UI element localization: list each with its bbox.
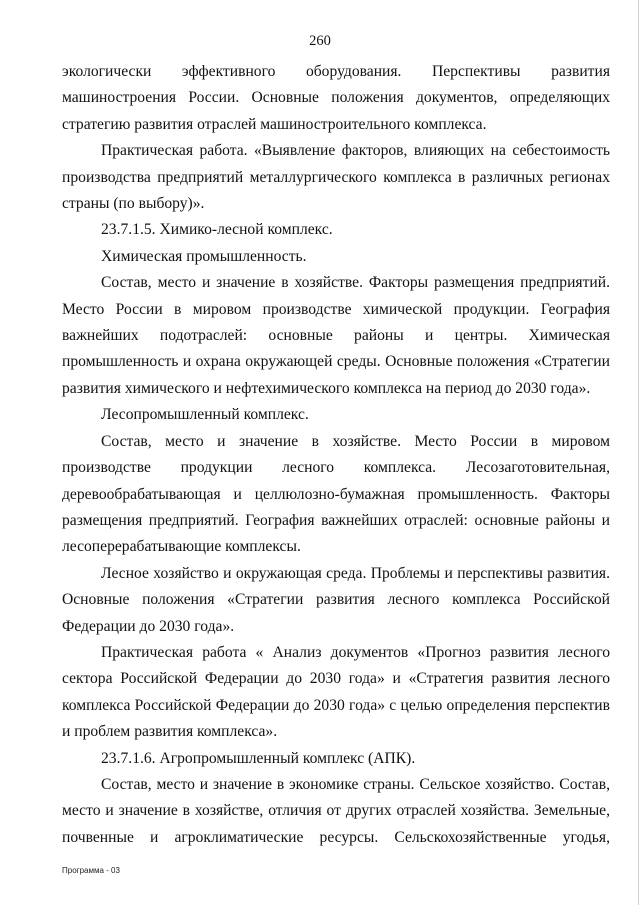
footer-label: Программа - 03 [62, 866, 120, 875]
scan-edge-divider [638, 0, 639, 905]
paragraph-practical-work: Практическая работа « Анализ документов «Прогноз развития лесного сектора Российской Федерации до 2030 года» и «Стратегия развития лесного комплекса Российской Федерации до 2030 года» с целью определения перспектив и проблем развития комплекса». [62, 643, 610, 741]
paragraph-forestry: Лесное хозяйство и окружающая среда. Проблемы и перспективы развития. Основные положения «Стратегии развития лесного комплекса Российской Федерации до 2030 года». [62, 564, 610, 635]
paragraph-1: экологически эффективного оборудования. Перспективы развития машиностроения России. Основные положения документов, определяющих стратегию развития отраслей машиностроительного комплекса. [62, 63, 610, 133]
paragraph-agro: Состав, место и значение в экономике страны. Сельское хозяйство. Состав, место и значение в хозяйстве, отличия от других отраслей хозяйства. Земельные, почвенные и агроклиматические ресурсы. Сельскохозяйственные угодья, [62, 775, 610, 846]
paragraph-2: Практическая работа. «Выявление факторов, влияющих на себестоимость производства предприятий металлургического комплекса в различных регионах страны (по выбору)». [62, 142, 610, 213]
document-body [62, 59, 610, 851]
section-heading-23-7-1-5: 23.7.1.5. Химико-лесной комплекс. [101, 221, 333, 239]
subheading-timber-complex: Лесопромышленный комплекс. [101, 406, 309, 424]
paragraph-timber: Состав, место и значение в хозяйстве. Место России в мировом производстве продукции лесного комплекса. Лесозаготовительная, деревообрабатывающая и целлюлозно-бумажная промышленность. Факторы размещения предприятий. География важнейших отраслей: основные районы и лесоперерабатывающие комплексы. [62, 432, 610, 556]
subheading-chemical-industry: Химическая промышленность. [101, 247, 307, 265]
paragraph-chemical: Состав, место и значение в хозяйстве. Факторы размещения предприятий. Место России в мировом производстве химической продукции. География важнейших подотраслей: основные районы и центры. Химическая промышленность и охрана окружающей среды. Основные положения «Стратегии развития химического и нефтехимического комплекса на период до 2030 года». [62, 274, 610, 397]
page-number: 260 [309, 33, 331, 49]
section-heading-23-7-1-6: 23.7.1.6. Агропромышленный комплекс (АПК). [101, 749, 416, 767]
